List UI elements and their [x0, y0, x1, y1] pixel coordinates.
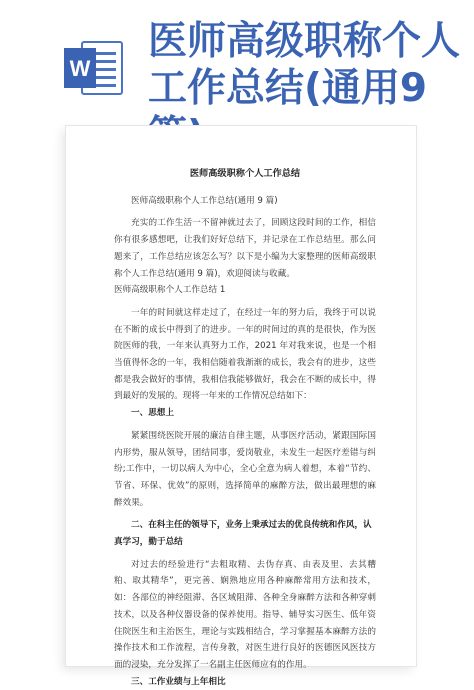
intro-paragraph: 充实的工作生活一不留神就过去了，回顾这段时间的工作，相信你有很多感想吧，让我们好好总结下，并记录在工作总结里。那么问题来了，工作总结应该怎么写？以下是小编为大家整理的医师高级职称个人工作总结(通用 9 篇)，欢迎阅读与收藏。 [114, 218, 376, 279]
svg-text:W: W [69, 56, 91, 81]
document-header [0, 0, 474, 120]
document-subtitle: 医师高级职称个人工作总结(通用 9 篇) [131, 195, 278, 206]
word-document-icon [62, 38, 124, 98]
paragraph-2: 紧紧围绕医院开展的廉洁自律主题，从事医疗活动，紧跟国际国内形势，服从领导，团结同事，爱岗敬业，未发生一起医疗差错与纠纷;工作中，一切以病人为中心，全心全意为病人着想，本着“节约、节省、环保、优效”的原则，选择简单的麻醉方法，做出最理想的麻醉效果。 [114, 430, 376, 508]
paragraph-1: 一年的时间就这样走过了，在经过一年的努力后，我终于可以说在不断的成长中得到了的进步。一年的时间过的真的是很快，作为医院医师的我，一年来认真努力工作，2021 年对我来说，也是一个相当值得怀念的一年，我相信随着我渐渐的成长，我会有的进步，这些都是我会做好的事情，我相信我能够做好，我会在不断的成长中，得到最好的发展的。现将一年来的工作情况总结如下： [114, 307, 376, 402]
part-heading: 医师高级职称个人工作总结 1 [114, 285, 226, 296]
document-page [66, 126, 416, 687]
section-heading-2: 二、在科主任的领导下，业务上秉承过去的优良传统和作风，认真学习，勤于总结 [114, 520, 372, 548]
document-title: 医师高级职称个人工作总结 [189, 168, 301, 179]
section-heading-1: 一、思想上 [131, 408, 174, 419]
section-heading-3: 三、工作业绩与上年相比 [131, 676, 226, 687]
title-line-2: 工作总结(通用9 [148, 66, 427, 111]
document-body [114, 166, 376, 690]
title-line-1: 医师高级职称个人 [148, 19, 461, 64]
paragraph-3: 对过去的经验进行“去粗取精、去伪存真、由表及里、去其糟粕、取其精华”，更完善、娴熟地应用各种麻醉常用方法和技术，如：各部位的神经阻滞、各区域阻滞、各种全身麻醉方法和各种穿刺技术，以及各种仪器设备的保养使用。指导、辅导实习医生、低年资住院医生和主治医生，理论与实践相结合，学习掌握基本麻醉方法的操作技术和工作流程，言传身教，对医生进行良好的医德医风医技方面的浸染，充分发挥了一名副主任医师应有的作用。 [114, 559, 376, 670]
